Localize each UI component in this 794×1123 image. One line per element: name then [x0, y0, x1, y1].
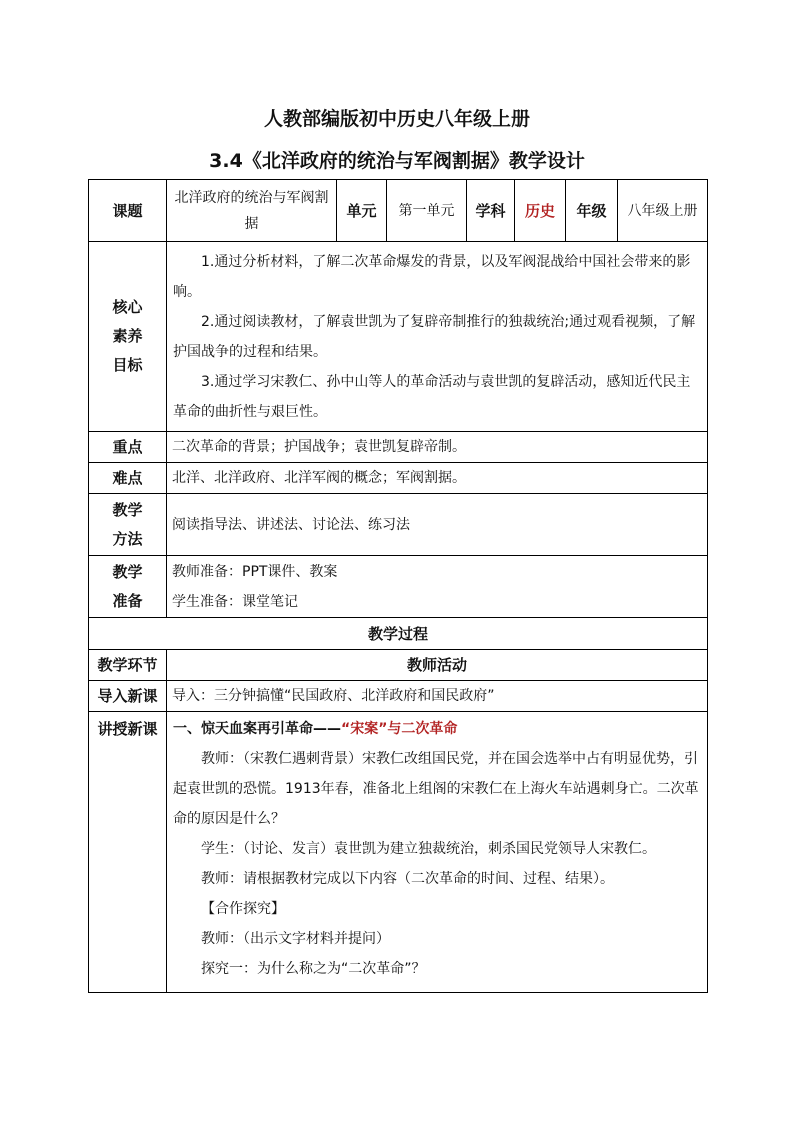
key-value: 二次革命的背景；护国战争；袁世凯复辟帝制。 [167, 432, 708, 463]
goal-item: 1.通过分析材料，了解二次革命爆发的背景，以及军阀混战给中国社会带来的影响。 [173, 253, 691, 300]
col-activity-header: 教师活动 [167, 650, 708, 681]
method-label: 教学方法 [89, 494, 167, 556]
difficult-row [89, 463, 708, 494]
grade-value: 八年级上册 [618, 180, 708, 242]
teach-paragraph: 教师：（宋教仁遇刺背景）宋教仁改组国民党，并在国会选举中占有明显优势，引起袁世凯的恐慌。1913年春，准备北上组阁的宋教仁在上海火车站遇刺身亡。二次革命的原因是什么？ [173, 751, 699, 827]
document-title: 人教部编版初中历史八年级上册 [263, 108, 530, 130]
intro-label: 导入新课 [89, 681, 167, 712]
difficult-label: 难点 [89, 463, 167, 494]
key-label: 重点 [89, 432, 167, 463]
goal-item: 2.通过阅读教材，了解袁世凯为了复辟帝制推行的独裁统治;通过观看视频，了解护国战争的过程和结果。 [173, 313, 696, 360]
intro-row [89, 681, 708, 712]
student-prep: 学生准备：课堂笔记 [172, 593, 298, 610]
method-row [89, 494, 708, 556]
topic-label: 课题 [89, 180, 167, 242]
prep-cell [167, 556, 708, 618]
teach-paragraph: 学生：（讨论、发言）袁世凯为建立独裁统治，刺杀国民党领导人宋教仁。 [201, 841, 656, 857]
goals-row [89, 242, 708, 432]
teach-label: 讲授新课 [89, 712, 167, 993]
difficult-value: 北洋、北洋政府、北洋军阀的概念；军阀割据。 [167, 463, 708, 494]
document-subtitle: 3.4《北洋政府的统治与军阀割据》教学设计 [209, 150, 585, 172]
topic-value: 北洋政府的统治与军阀割据 [167, 180, 337, 242]
unit-value: 第一单元 [387, 180, 467, 242]
process-header-row [89, 650, 708, 681]
prep-label: 教学准备 [89, 556, 167, 618]
goals-label: 核心素养目标 [89, 242, 167, 432]
section-heading-part2: “宋案”与二次革命 [341, 721, 458, 737]
info-row [89, 180, 708, 242]
process-title-row [89, 618, 708, 650]
subject-label: 学科 [467, 180, 515, 242]
grade-label: 年级 [566, 180, 618, 242]
goals-cell [167, 242, 708, 432]
teach-paragraph: 教师：（出示文字材料并提问） [201, 931, 390, 947]
section-heading-part1: 一、惊天血案再引革命—— [173, 721, 341, 737]
key-row [89, 432, 708, 463]
section-heading [173, 714, 701, 744]
teach-cell [167, 712, 708, 993]
teach-row [89, 712, 708, 993]
teacher-prep: 教师准备：PPT课件、教案 [172, 563, 338, 580]
intro-value: 导入：三分钟搞懂“民国政府、北洋政府和国民政府” [167, 681, 708, 712]
process-title: 教学过程 [89, 618, 708, 650]
lesson-plan-table [88, 179, 708, 993]
goal-item: 3.通过学习宋教仁、孙中山等人的革命活动与袁世凯的复辟活动，感知近代民主革命的曲折性与艰巨性。 [173, 373, 691, 420]
teach-paragraph: 【合作探究】 [201, 901, 285, 917]
unit-label: 单元 [337, 180, 387, 242]
prep-row [89, 556, 708, 618]
teach-paragraph: 教师：请根据教材完成以下内容（二次革命的时间、过程、结果）。 [201, 871, 614, 887]
method-value: 阅读指导法、讲述法、讨论法、练习法 [167, 494, 708, 556]
teach-paragraph: 探究一：为什么称之为“二次革命”？ [201, 961, 426, 977]
col-stage-header: 教学环节 [89, 650, 167, 681]
subject-value: 历史 [515, 180, 566, 242]
